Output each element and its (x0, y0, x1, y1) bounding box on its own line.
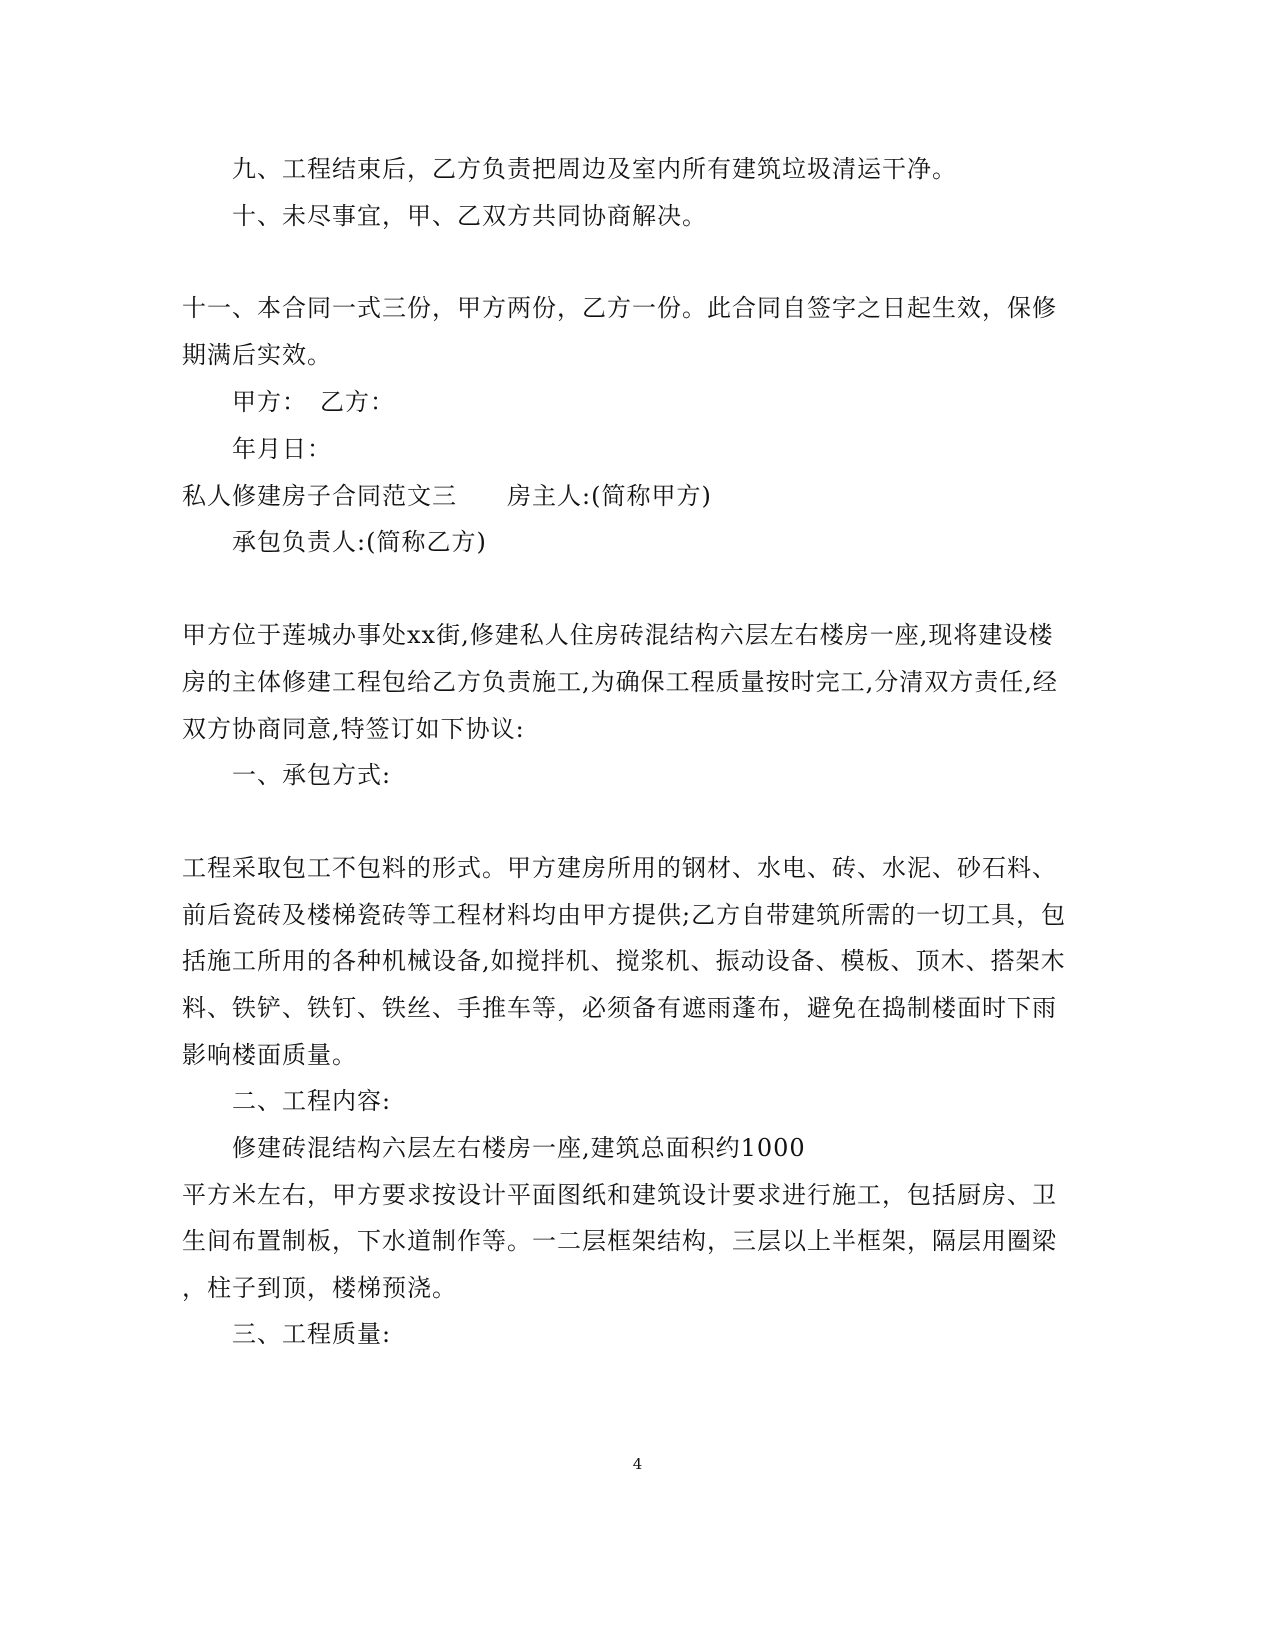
page-number: 4 (632, 1455, 643, 1473)
clause-9: 九、工程结束后，乙方负责把周边及室内所有建筑垃圾清运干净。 (232, 155, 957, 183)
contractor-line: 承包负责人:(简称乙方) (232, 528, 487, 556)
heading-contract-method: 一、承包方式: (232, 761, 392, 789)
content-line-3: 生间布置制板，下水道制作等。一二层框架结构，三层以上半框架，隔层用圈梁 (182, 1227, 1057, 1255)
intro-line-1: 甲方位于莲城办事处xx街,修建私人住房砖混结构六层左右楼房一座,现将建设楼 (182, 621, 1054, 649)
clause-11-line-1: 十一、本合同一式三份，甲方两份，乙方一份。此合同自签字之日起生效，保修 (182, 294, 1057, 322)
content-line-2: 平方米左右，甲方要求按设计平面图纸和建筑设计要求进行施工，包括厨房、卫 (182, 1181, 1057, 1209)
heading-work-content: 二、工程内容: (232, 1087, 392, 1115)
signature-date: 年月日： (232, 435, 332, 463)
method-line-4: 料、铁铲、铁钉、铁丝、手推车等，必须备有遮雨蓬布，避免在捣制楼面时下雨 (182, 994, 1057, 1022)
method-line-2: 前后瓷砖及楼梯瓷砖等工程材料均由甲方提供;乙方自带建筑所需的一切工具，包 (182, 901, 1067, 929)
method-line-5: 影响楼面质量。 (182, 1041, 357, 1069)
heading-work-quality: 三、工程质量: (232, 1320, 392, 1348)
method-line-3: 括施工所用的各种机械设备,如搅拌机、搅浆机、振动设备、模板、顶木、搭架木 (182, 947, 1066, 975)
content-line-1: 修建砖混结构六层左右楼房一座,建筑总面积约1000 (232, 1134, 806, 1162)
clause-11-line-2: 期满后实效。 (182, 341, 332, 369)
method-line-1: 工程采取包工不包料的形式。甲方建房所用的钢材、水电、砖、水泥、砂石料、 (182, 854, 1057, 882)
intro-line-3: 双方协商同意,特签订如下协议: (182, 715, 525, 743)
intro-line-2: 房的主体修建工程包给乙方负责施工,为确保工程质量按时完工,分清双方责任,经 (182, 668, 1058, 696)
section-title-line: 私人修建房子合同范文三 房主人:(简称甲方) (182, 482, 712, 510)
signature-parties: 甲方： 乙方： (232, 388, 395, 416)
content-line-4: ，柱子到顶，楼梯预浇。 (182, 1274, 457, 1302)
clause-10: 十、未尽事宜，甲、乙双方共同协商解决。 (232, 202, 707, 230)
